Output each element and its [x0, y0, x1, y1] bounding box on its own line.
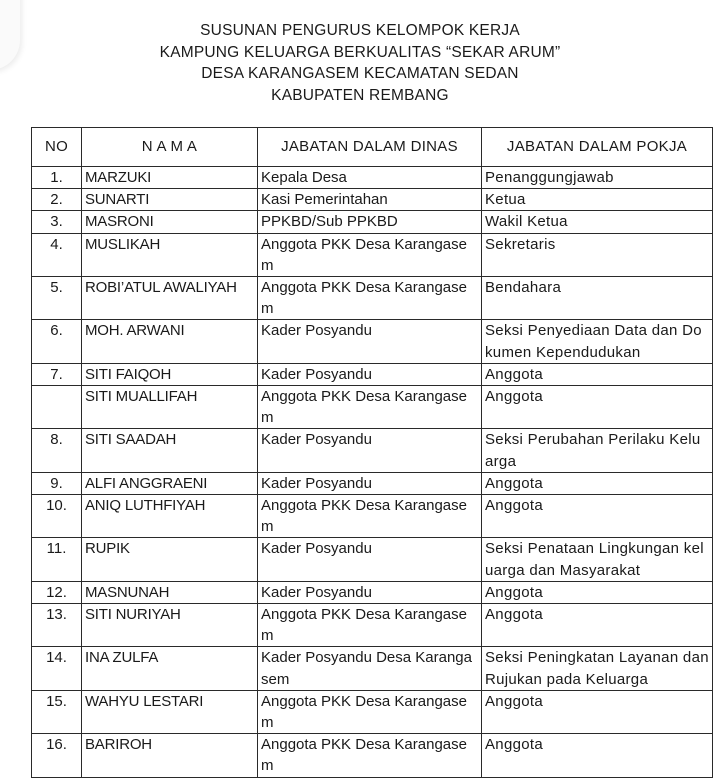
cell-nama: BARIROH: [82, 734, 258, 777]
table-row: [32, 647, 713, 690]
cell-jabatan-dinas: Kader Posyandu Desa Karangasem: [258, 647, 482, 690]
cell-jabatan-dinas: Anggota PKK Desa Karangasem: [258, 386, 482, 429]
cell-no: 6.: [32, 320, 82, 363]
title-line-2: KAMPUNG KELUARGA BERKUALITAS “SEKAR ARUM”: [159, 43, 561, 61]
cell-jabatan-dinas: Kader Posyandu: [258, 429, 482, 472]
document-title: [0, 20, 720, 106]
title-line-4: KABUPATEN REMBANG: [271, 86, 449, 104]
table-row: [32, 581, 713, 603]
cell-no: [32, 386, 82, 429]
roster-table: [31, 127, 713, 778]
cell-no: 12.: [32, 581, 82, 603]
cell-nama: MASRONI: [82, 211, 258, 233]
table-row: [32, 167, 713, 189]
table-row: [32, 690, 713, 733]
cell-jabatan-dinas: Kepala Desa: [258, 167, 482, 189]
cell-jabatan-pokja: Seksi Peningkatan Layanan dan Rujukan pada Keluarga: [482, 647, 713, 690]
cell-jabatan-dinas: Anggota PKK Desa Karangasem: [258, 233, 482, 276]
cell-jabatan-pokja: Wakil Ketua: [482, 211, 713, 233]
table-row: [32, 604, 713, 647]
title-line-1: SUSUNAN PENGURUS KELOMPOK KERJA: [200, 22, 520, 39]
cell-jabatan-pokja: Anggota: [482, 734, 713, 777]
table-row: [32, 189, 713, 211]
cell-no: 14.: [32, 647, 82, 690]
table-row: [32, 277, 713, 320]
cell-jabatan-dinas: Anggota PKK Desa Karangasem: [258, 734, 482, 777]
cell-jabatan-dinas: Anggota PKK Desa Karangasem: [258, 690, 482, 733]
cell-no: 5.: [32, 277, 82, 320]
cell-nama: ALFI ANGGRAENI: [82, 472, 258, 494]
cell-jabatan-dinas: Anggota PKK Desa Karangasem: [258, 277, 482, 320]
cell-nama: INA ZULFA: [82, 647, 258, 690]
cell-nama: WAHYU LESTARI: [82, 690, 258, 733]
cell-jabatan-pokja: Anggota: [482, 472, 713, 494]
table-row: [32, 233, 713, 276]
table-row: [32, 363, 713, 385]
cell-nama: SUNARTI: [82, 189, 258, 211]
cell-jabatan-pokja: Sekretaris: [482, 233, 713, 276]
cell-nama: SITI SAADAH: [82, 429, 258, 472]
cell-jabatan-pokja: Anggota: [482, 495, 713, 538]
table-row: [32, 472, 713, 494]
cell-nama: SITI MUALLIFAH: [82, 386, 258, 429]
cell-nama: MOH. ARWANI: [82, 320, 258, 363]
table-row: [32, 538, 713, 581]
cell-nama: SITI NURIYAH: [82, 604, 258, 647]
cell-nama: MUSLIKAH: [82, 233, 258, 276]
cell-jabatan-pokja: Bendahara: [482, 277, 713, 320]
cell-jabatan-dinas: Kader Posyandu: [258, 538, 482, 581]
cell-nama: SITI FAIQOH: [82, 363, 258, 385]
cell-nama: ANIQ LUTHFIYAH: [82, 495, 258, 538]
cell-nama: MASNUNAH: [82, 581, 258, 603]
cell-jabatan-pokja: Ketua: [482, 189, 713, 211]
cell-jabatan-pokja: Anggota: [482, 581, 713, 603]
cell-nama: ROBI’ATUL AWALIYAH: [82, 277, 258, 320]
cell-jabatan-pokja: Anggota: [482, 363, 713, 385]
header-no: NO: [32, 128, 82, 167]
cell-jabatan-dinas: Kader Posyandu: [258, 320, 482, 363]
cell-jabatan-dinas: Kader Posyandu: [258, 581, 482, 603]
table-header-row: [32, 128, 713, 167]
cell-no: 2.: [32, 189, 82, 211]
table-row: [32, 495, 713, 538]
cell-jabatan-dinas: PPKBD/Sub PPKBD: [258, 211, 482, 233]
table-row: [32, 320, 713, 363]
cell-jabatan-pokja: Anggota: [482, 690, 713, 733]
cell-no: 1.: [32, 167, 82, 189]
title-line-3: DESA KARANGASEM KECAMATAN SEDAN: [201, 65, 519, 82]
cell-no: 9.: [32, 472, 82, 494]
cell-no: 8.: [32, 429, 82, 472]
cell-jabatan-dinas: Kasi Pemerintahan: [258, 189, 482, 211]
cell-jabatan-pokja: Anggota: [482, 386, 713, 429]
table-body: [32, 167, 713, 778]
cell-nama: MARZUKI: [82, 167, 258, 189]
table-row: [32, 386, 713, 429]
table-row: [32, 211, 713, 233]
cell-no: 7.: [32, 363, 82, 385]
cell-no: 10.: [32, 495, 82, 538]
cell-jabatan-pokja: Seksi Penyediaan Data dan Dokumen Kependudukan: [482, 320, 713, 363]
cell-jabatan-dinas: Anggota PKK Desa Karangasem: [258, 604, 482, 647]
cell-jabatan-pokja: Seksi Penataan Lingkungan keluarga dan Masyarakat: [482, 538, 713, 581]
header-jabatan-dinas: JABATAN DALAM DINAS: [258, 128, 482, 167]
cell-no: 15.: [32, 690, 82, 733]
cell-jabatan-pokja: Penanggungjawab: [482, 167, 713, 189]
cell-jabatan-dinas: Kader Posyandu: [258, 472, 482, 494]
cell-jabatan-pokja: Seksi Perubahan Perilaku Keluarga: [482, 429, 713, 472]
cell-no: 13.: [32, 604, 82, 647]
cell-jabatan-pokja: Anggota: [482, 604, 713, 647]
table-row: [32, 734, 713, 777]
table-row: [32, 429, 713, 472]
header-jabatan-pokja: JABATAN DALAM POKJA: [482, 128, 713, 167]
cell-no: 16.: [32, 734, 82, 777]
cell-no: 3.: [32, 211, 82, 233]
header-nama: N A M A: [82, 128, 258, 167]
cell-jabatan-dinas: Anggota PKK Desa Karangasem: [258, 495, 482, 538]
cell-no: 4.: [32, 233, 82, 276]
cell-nama: RUPIK: [82, 538, 258, 581]
cell-no: 11.: [32, 538, 82, 581]
cell-jabatan-dinas: Kader Posyandu: [258, 363, 482, 385]
